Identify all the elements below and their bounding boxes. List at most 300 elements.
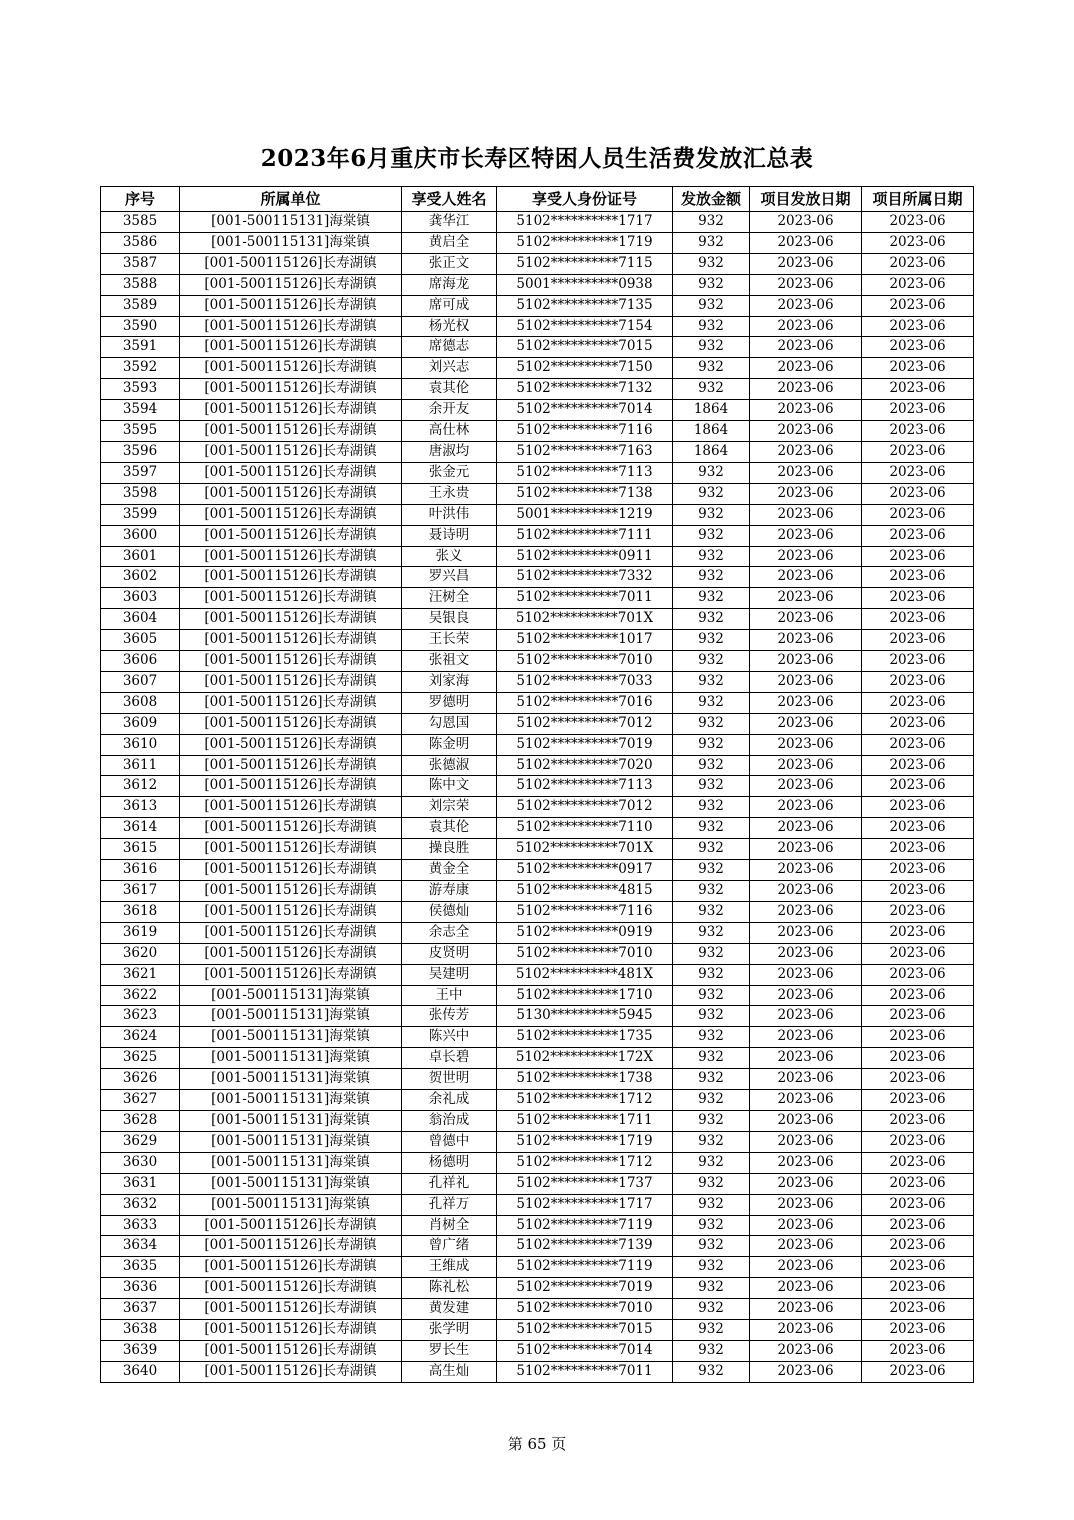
amount-cell: 932 [673, 358, 750, 379]
table-row [101, 943, 974, 964]
payment-date-cell: 2023-06 [750, 755, 862, 776]
serial-cell: 3617 [101, 881, 180, 902]
table-row [101, 1340, 974, 1361]
payment-date-cell: 2023-06 [750, 1006, 862, 1027]
amount-cell: 932 [673, 337, 750, 358]
amount-cell: 932 [673, 1090, 750, 1111]
payment-date-cell: 2023-06 [750, 734, 862, 755]
table-row [101, 295, 974, 316]
serial-cell: 3597 [101, 462, 180, 483]
unit-cell: [001-500115131]海棠镇 [180, 1027, 402, 1048]
unit-cell: [001-500115126]长寿湖镇 [180, 651, 402, 672]
serial-cell: 3630 [101, 1152, 180, 1173]
table-body [101, 212, 974, 1383]
unit-cell: [001-500115126]长寿湖镇 [180, 421, 402, 442]
amount-cell: 932 [673, 985, 750, 1006]
amount-cell: 932 [673, 1069, 750, 1090]
project-date-cell: 2023-06 [862, 901, 974, 922]
table-row [101, 232, 974, 253]
serial-cell: 3615 [101, 839, 180, 860]
table-row [101, 212, 974, 233]
id-cell: 5102**********7010 [497, 1299, 673, 1320]
amount-cell: 932 [673, 1131, 750, 1152]
id-cell: 5102**********7012 [497, 713, 673, 734]
payment-date-cell: 2023-06 [750, 1215, 862, 1236]
table-row [101, 337, 974, 358]
name-cell: 王中 [402, 985, 497, 1006]
header-serial-number: 序号 [101, 187, 180, 212]
payment-date-cell: 2023-06 [750, 1320, 862, 1341]
unit-cell: [001-500115126]长寿湖镇 [180, 504, 402, 525]
allowance-summary-table [100, 186, 974, 1383]
serial-cell: 3636 [101, 1278, 180, 1299]
serial-cell: 3608 [101, 692, 180, 713]
serial-cell: 3594 [101, 400, 180, 421]
amount-cell: 932 [673, 651, 750, 672]
serial-cell: 3586 [101, 232, 180, 253]
name-cell: 张德淑 [402, 755, 497, 776]
project-date-cell: 2023-06 [862, 358, 974, 379]
id-cell: 5102**********0911 [497, 546, 673, 567]
serial-cell: 3634 [101, 1236, 180, 1257]
id-cell: 5102**********7150 [497, 358, 673, 379]
serial-cell: 3613 [101, 797, 180, 818]
payment-date-cell: 2023-06 [750, 985, 862, 1006]
amount-cell: 932 [673, 1152, 750, 1173]
name-cell: 曾广绪 [402, 1236, 497, 1257]
id-cell: 5102**********7012 [497, 797, 673, 818]
unit-cell: [001-500115126]长寿湖镇 [180, 1257, 402, 1278]
header-recipient-name: 享受人姓名 [402, 187, 497, 212]
unit-cell: [001-500115126]长寿湖镇 [180, 1361, 402, 1382]
amount-cell: 932 [673, 713, 750, 734]
amount-cell: 932 [673, 588, 750, 609]
serial-cell: 3588 [101, 274, 180, 295]
payment-date-cell: 2023-06 [750, 1069, 862, 1090]
unit-cell: [001-500115126]长寿湖镇 [180, 734, 402, 755]
id-cell: 5102**********1017 [497, 630, 673, 651]
serial-cell: 3596 [101, 441, 180, 462]
serial-cell: 3607 [101, 671, 180, 692]
amount-cell: 932 [673, 1299, 750, 1320]
project-date-cell: 2023-06 [862, 943, 974, 964]
table-row [101, 379, 974, 400]
amount-cell: 1864 [673, 421, 750, 442]
serial-cell: 3619 [101, 922, 180, 943]
id-cell: 5102**********7011 [497, 588, 673, 609]
id-cell: 5102**********7015 [497, 1320, 673, 1341]
id-cell: 5102**********7010 [497, 943, 673, 964]
project-date-cell: 2023-06 [862, 441, 974, 462]
id-cell: 5102**********0919 [497, 922, 673, 943]
serial-cell: 3593 [101, 379, 180, 400]
name-cell: 刘家海 [402, 671, 497, 692]
name-cell: 曾德中 [402, 1131, 497, 1152]
header-payment-date: 项目发放日期 [750, 187, 862, 212]
amount-cell: 932 [673, 504, 750, 525]
unit-cell: [001-500115131]海棠镇 [180, 1173, 402, 1194]
amount-cell: 932 [673, 839, 750, 860]
table-row [101, 671, 974, 692]
serial-cell: 3604 [101, 609, 180, 630]
unit-cell: [001-500115126]长寿湖镇 [180, 881, 402, 902]
serial-cell: 3622 [101, 985, 180, 1006]
project-date-cell: 2023-06 [862, 818, 974, 839]
payment-date-cell: 2023-06 [750, 860, 862, 881]
table-row [101, 421, 974, 442]
amount-cell: 932 [673, 1320, 750, 1341]
name-cell: 王长荣 [402, 630, 497, 651]
table-row [101, 881, 974, 902]
unit-cell: [001-500115126]长寿湖镇 [180, 818, 402, 839]
unit-cell: [001-500115126]长寿湖镇 [180, 400, 402, 421]
project-date-cell: 2023-06 [862, 421, 974, 442]
name-cell: 席德志 [402, 337, 497, 358]
amount-cell: 932 [673, 462, 750, 483]
id-cell: 5001**********1219 [497, 504, 673, 525]
project-date-cell: 2023-06 [862, 1006, 974, 1027]
payment-date-cell: 2023-06 [750, 713, 862, 734]
table-row [101, 1194, 974, 1215]
serial-cell: 3595 [101, 421, 180, 442]
payment-date-cell: 2023-06 [750, 337, 862, 358]
name-cell: 陈金明 [402, 734, 497, 755]
table-row [101, 651, 974, 672]
id-cell: 5102**********1717 [497, 212, 673, 233]
document-title: 2023年6月重庆市长寿区特困人员生活费发放汇总表 [260, 145, 814, 172]
id-cell: 5102**********481X [497, 964, 673, 985]
payment-date-cell: 2023-06 [750, 295, 862, 316]
unit-cell: [001-500115126]长寿湖镇 [180, 609, 402, 630]
serial-cell: 3624 [101, 1027, 180, 1048]
unit-cell: [001-500115126]长寿湖镇 [180, 1236, 402, 1257]
table-row [101, 1361, 974, 1382]
id-cell: 5102**********7113 [497, 462, 673, 483]
name-cell: 叶洪伟 [402, 504, 497, 525]
id-cell: 5102**********7154 [497, 316, 673, 337]
project-date-cell: 2023-06 [862, 1027, 974, 1048]
table-header-row [101, 187, 974, 212]
payment-date-cell: 2023-06 [750, 1299, 862, 1320]
unit-cell: [001-500115126]长寿湖镇 [180, 901, 402, 922]
amount-cell: 932 [673, 253, 750, 274]
payment-date-cell: 2023-06 [750, 1236, 862, 1257]
id-cell: 5102**********701X [497, 839, 673, 860]
header-recipient-id: 享受人身份证号 [497, 187, 673, 212]
project-date-cell: 2023-06 [862, 1173, 974, 1194]
payment-date-cell: 2023-06 [750, 316, 862, 337]
project-date-cell: 2023-06 [862, 755, 974, 776]
unit-cell: [001-500115131]海棠镇 [180, 1152, 402, 1173]
name-cell: 余开友 [402, 400, 497, 421]
serial-cell: 3618 [101, 901, 180, 922]
amount-cell: 932 [673, 483, 750, 504]
name-cell: 黄发建 [402, 1299, 497, 1320]
table-row [101, 1320, 974, 1341]
table-row [101, 588, 974, 609]
table-row [101, 1278, 974, 1299]
name-cell: 刘兴志 [402, 358, 497, 379]
id-cell: 5102**********7119 [497, 1215, 673, 1236]
unit-cell: [001-500115126]长寿湖镇 [180, 922, 402, 943]
unit-cell: [001-500115131]海棠镇 [180, 1110, 402, 1131]
unit-cell: [001-500115131]海棠镇 [180, 1090, 402, 1111]
name-cell: 席可成 [402, 295, 497, 316]
table-row [101, 713, 974, 734]
table-row [101, 274, 974, 295]
serial-cell: 3632 [101, 1194, 180, 1215]
id-cell: 5102**********7110 [497, 818, 673, 839]
amount-cell: 932 [673, 964, 750, 985]
payment-date-cell: 2023-06 [750, 483, 862, 504]
serial-cell: 3587 [101, 253, 180, 274]
table-row [101, 1027, 974, 1048]
amount-cell: 932 [673, 818, 750, 839]
table-row [101, 692, 974, 713]
name-cell: 黄金全 [402, 860, 497, 881]
table-row [101, 1173, 974, 1194]
id-cell: 5102**********7014 [497, 400, 673, 421]
name-cell: 肖树全 [402, 1215, 497, 1236]
serial-cell: 3621 [101, 964, 180, 985]
id-cell: 5102**********1717 [497, 1194, 673, 1215]
serial-cell: 3589 [101, 295, 180, 316]
serial-cell: 3635 [101, 1257, 180, 1278]
payment-date-cell: 2023-06 [750, 1027, 862, 1048]
project-date-cell: 2023-06 [862, 630, 974, 651]
id-cell: 5102**********1737 [497, 1173, 673, 1194]
id-cell: 5102**********7033 [497, 671, 673, 692]
serial-cell: 3620 [101, 943, 180, 964]
payment-date-cell: 2023-06 [750, 839, 862, 860]
serial-cell: 3616 [101, 860, 180, 881]
header-unit: 所属单位 [180, 187, 402, 212]
unit-cell: [001-500115126]长寿湖镇 [180, 253, 402, 274]
payment-date-cell: 2023-06 [750, 253, 862, 274]
amount-cell: 932 [673, 734, 750, 755]
table-row [101, 818, 974, 839]
project-date-cell: 2023-06 [862, 1215, 974, 1236]
name-cell: 席海龙 [402, 274, 497, 295]
payment-date-cell: 2023-06 [750, 1090, 862, 1111]
id-cell: 5102**********7116 [497, 901, 673, 922]
name-cell: 汪树全 [402, 588, 497, 609]
payment-date-cell: 2023-06 [750, 1361, 862, 1382]
id-cell: 5102**********7016 [497, 692, 673, 713]
id-cell: 5102**********1719 [497, 1131, 673, 1152]
unit-cell: [001-500115126]长寿湖镇 [180, 546, 402, 567]
unit-cell: [001-500115126]长寿湖镇 [180, 337, 402, 358]
amount-cell: 932 [673, 525, 750, 546]
serial-cell: 3591 [101, 337, 180, 358]
project-date-cell: 2023-06 [862, 797, 974, 818]
unit-cell: [001-500115126]长寿湖镇 [180, 776, 402, 797]
project-date-cell: 2023-06 [862, 651, 974, 672]
project-date-cell: 2023-06 [862, 253, 974, 274]
id-cell: 5130**********5945 [497, 1006, 673, 1027]
id-cell: 5102**********7015 [497, 337, 673, 358]
id-cell: 5102**********701X [497, 609, 673, 630]
amount-cell: 932 [673, 692, 750, 713]
project-date-cell: 2023-06 [862, 295, 974, 316]
table-row [101, 316, 974, 337]
table-row [101, 546, 974, 567]
amount-cell: 932 [673, 379, 750, 400]
table-row [101, 1215, 974, 1236]
name-cell: 罗德明 [402, 692, 497, 713]
project-date-cell: 2023-06 [862, 1152, 974, 1173]
unit-cell: [001-500115126]长寿湖镇 [180, 358, 402, 379]
name-cell: 卓长碧 [402, 1048, 497, 1069]
id-cell: 5102**********7119 [497, 1257, 673, 1278]
serial-cell: 3605 [101, 630, 180, 651]
project-date-cell: 2023-06 [862, 1194, 974, 1215]
serial-cell: 3629 [101, 1131, 180, 1152]
unit-cell: [001-500115131]海棠镇 [180, 1006, 402, 1027]
name-cell: 吴建明 [402, 964, 497, 985]
payment-date-cell: 2023-06 [750, 1048, 862, 1069]
name-cell: 孔祥万 [402, 1194, 497, 1215]
serial-cell: 3637 [101, 1299, 180, 1320]
payment-date-cell: 2023-06 [750, 943, 862, 964]
unit-cell: [001-500115126]长寿湖镇 [180, 964, 402, 985]
payment-date-cell: 2023-06 [750, 609, 862, 630]
amount-cell: 932 [673, 1027, 750, 1048]
payment-date-cell: 2023-06 [750, 692, 862, 713]
payment-date-cell: 2023-06 [750, 441, 862, 462]
id-cell: 5102**********7113 [497, 776, 673, 797]
project-date-cell: 2023-06 [862, 1048, 974, 1069]
unit-cell: [001-500115131]海棠镇 [180, 232, 402, 253]
table-row [101, 630, 974, 651]
project-date-cell: 2023-06 [862, 588, 974, 609]
payment-date-cell: 2023-06 [750, 358, 862, 379]
serial-cell: 3602 [101, 567, 180, 588]
project-date-cell: 2023-06 [862, 713, 974, 734]
payment-date-cell: 2023-06 [750, 1152, 862, 1173]
header-project-date: 项目所属日期 [862, 187, 974, 212]
id-cell: 5102**********0917 [497, 860, 673, 881]
name-cell: 张祖文 [402, 651, 497, 672]
project-date-cell: 2023-06 [862, 860, 974, 881]
amount-cell: 932 [673, 1215, 750, 1236]
name-cell: 龚华江 [402, 212, 497, 233]
payment-date-cell: 2023-06 [750, 1340, 862, 1361]
amount-cell: 932 [673, 1110, 750, 1131]
table-row [101, 985, 974, 1006]
id-cell: 5102**********1712 [497, 1152, 673, 1173]
table-row [101, 567, 974, 588]
unit-cell: [001-500115126]长寿湖镇 [180, 295, 402, 316]
project-date-cell: 2023-06 [862, 734, 974, 755]
unit-cell: [001-500115126]长寿湖镇 [180, 462, 402, 483]
name-cell: 袁其伦 [402, 818, 497, 839]
payment-date-cell: 2023-06 [750, 671, 862, 692]
name-cell: 王维成 [402, 1257, 497, 1278]
project-date-cell: 2023-06 [862, 1320, 974, 1341]
amount-cell: 932 [673, 546, 750, 567]
amount-cell: 932 [673, 1048, 750, 1069]
amount-cell: 932 [673, 1278, 750, 1299]
header-amount: 发放金额 [673, 187, 750, 212]
project-date-cell: 2023-06 [862, 504, 974, 525]
unit-cell: [001-500115126]长寿湖镇 [180, 755, 402, 776]
table-row [101, 253, 974, 274]
payment-date-cell: 2023-06 [750, 881, 862, 902]
name-cell: 王永贵 [402, 483, 497, 504]
project-date-cell: 2023-06 [862, 776, 974, 797]
unit-cell: [001-500115126]长寿湖镇 [180, 671, 402, 692]
amount-cell: 932 [673, 274, 750, 295]
id-cell: 5102**********7019 [497, 1278, 673, 1299]
project-date-cell: 2023-06 [862, 1110, 974, 1131]
unit-cell: [001-500115131]海棠镇 [180, 985, 402, 1006]
id-cell: 5102**********7014 [497, 1340, 673, 1361]
serial-cell: 3627 [101, 1090, 180, 1111]
table-row [101, 776, 974, 797]
unit-cell: [001-500115126]长寿湖镇 [180, 797, 402, 818]
serial-cell: 3590 [101, 316, 180, 337]
name-cell: 游寿康 [402, 881, 497, 902]
project-date-cell: 2023-06 [862, 881, 974, 902]
project-date-cell: 2023-06 [862, 1131, 974, 1152]
table-row [101, 358, 974, 379]
payment-date-cell: 2023-06 [750, 1131, 862, 1152]
payment-date-cell: 2023-06 [750, 274, 862, 295]
project-date-cell: 2023-06 [862, 567, 974, 588]
amount-cell: 932 [673, 922, 750, 943]
project-date-cell: 2023-06 [862, 1361, 974, 1382]
amount-cell: 932 [673, 1257, 750, 1278]
serial-cell: 3623 [101, 1006, 180, 1027]
page-number: 第 65 页 [507, 1435, 567, 1453]
unit-cell: [001-500115126]长寿湖镇 [180, 1320, 402, 1341]
name-cell: 唐淑均 [402, 441, 497, 462]
table-row [101, 462, 974, 483]
name-cell: 张正文 [402, 253, 497, 274]
name-cell: 聂诗明 [402, 525, 497, 546]
project-date-cell: 2023-06 [862, 609, 974, 630]
table-row [101, 901, 974, 922]
serial-cell: 3611 [101, 755, 180, 776]
id-cell: 5102**********1710 [497, 985, 673, 1006]
amount-cell: 932 [673, 1194, 750, 1215]
payment-date-cell: 2023-06 [750, 588, 862, 609]
unit-cell: [001-500115126]长寿湖镇 [180, 860, 402, 881]
name-cell: 黄启全 [402, 232, 497, 253]
unit-cell: [001-500115126]长寿湖镇 [180, 943, 402, 964]
name-cell: 陈兴中 [402, 1027, 497, 1048]
serial-cell: 3633 [101, 1215, 180, 1236]
name-cell: 高生灿 [402, 1361, 497, 1382]
payment-date-cell: 2023-06 [750, 1278, 862, 1299]
project-date-cell: 2023-06 [862, 316, 974, 337]
payment-date-cell: 2023-06 [750, 964, 862, 985]
id-cell: 5102**********7019 [497, 734, 673, 755]
name-cell: 余志全 [402, 922, 497, 943]
unit-cell: [001-500115126]长寿湖镇 [180, 274, 402, 295]
serial-cell: 3600 [101, 525, 180, 546]
project-date-cell: 2023-06 [862, 232, 974, 253]
serial-cell: 3599 [101, 504, 180, 525]
payment-date-cell: 2023-06 [750, 776, 862, 797]
serial-cell: 3610 [101, 734, 180, 755]
unit-cell: [001-500115126]长寿湖镇 [180, 379, 402, 400]
unit-cell: [001-500115126]长寿湖镇 [180, 839, 402, 860]
table-row [101, 797, 974, 818]
id-cell: 5001**********0938 [497, 274, 673, 295]
unit-cell: [001-500115131]海棠镇 [180, 212, 402, 233]
